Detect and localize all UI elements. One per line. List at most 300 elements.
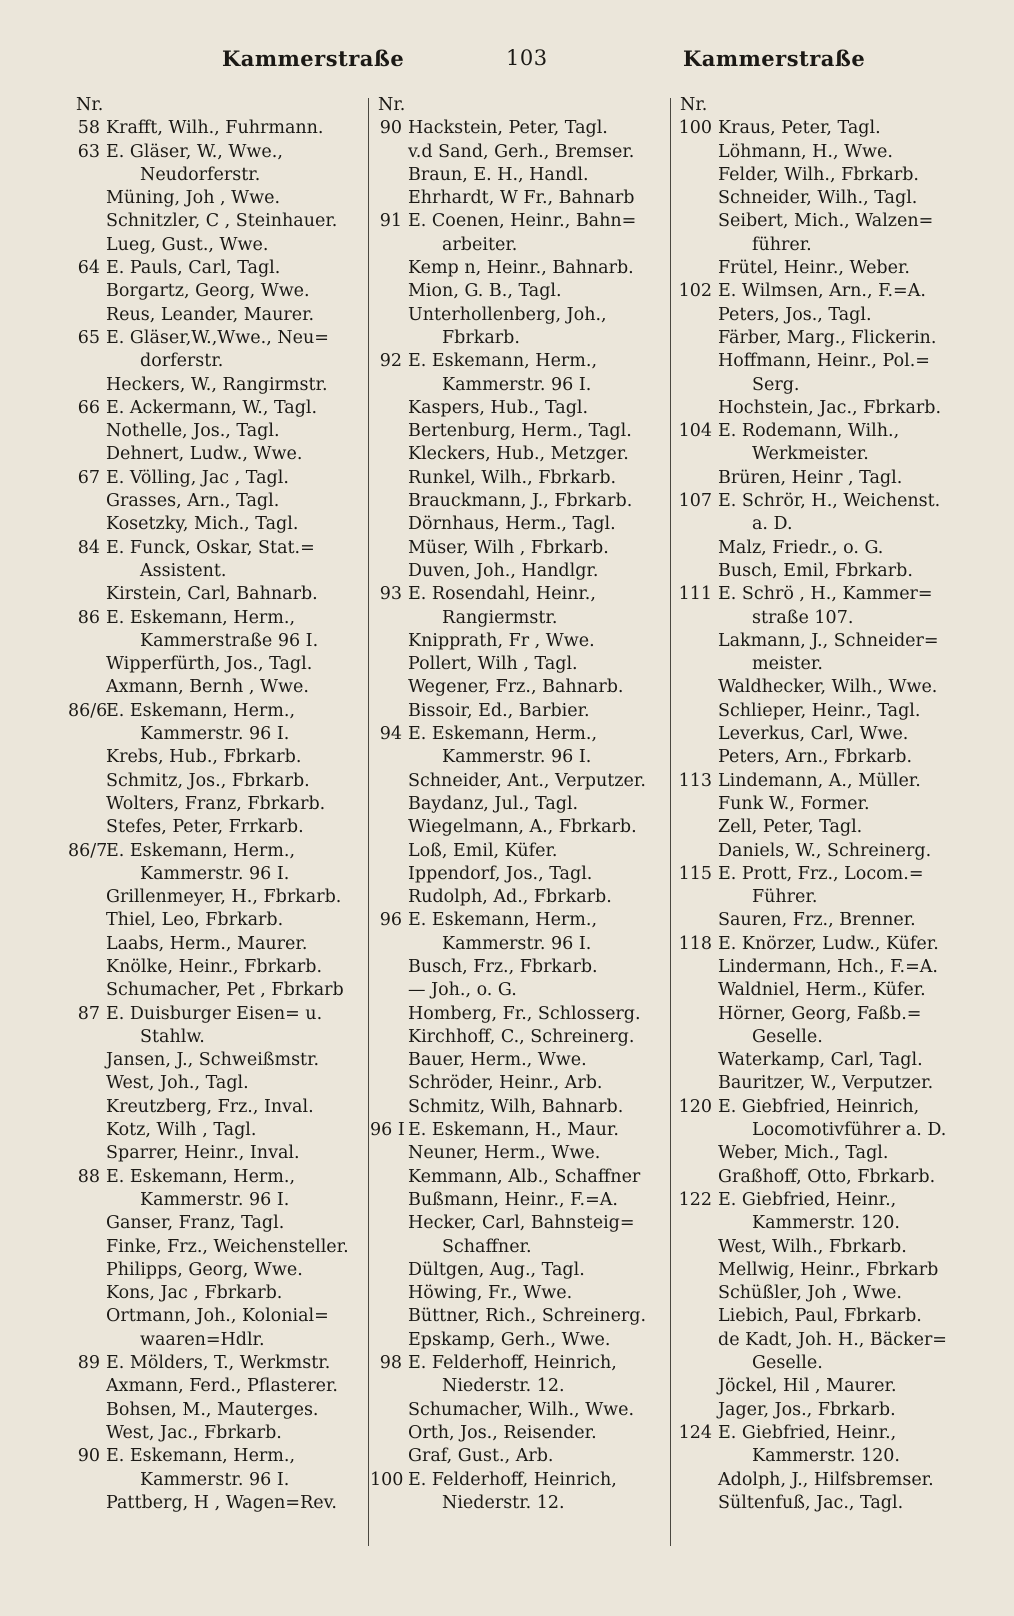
- entry-continuation: dorferstr.: [140, 351, 224, 372]
- entry-continuation: Neudorferstr.: [140, 164, 261, 185]
- resident-text: Sültenfuß, Jac., Tagl.: [718, 1492, 904, 1513]
- resident-text: Kemmann, Alb., Schaffner: [408, 1166, 641, 1187]
- resident-text: Orth, Jos., Reisender.: [408, 1422, 597, 1443]
- directory-entry: [370, 513, 662, 536]
- directory-entry: [370, 1305, 662, 1328]
- directory-entry: [68, 1166, 360, 1189]
- directory-entry: [68, 1049, 360, 1072]
- directory-entry: [370, 1003, 662, 1026]
- directory-entry: [68, 210, 360, 233]
- entry-continuation: Geselle.: [752, 1026, 823, 1047]
- resident-text: Jöckel, Hil , Maurer.: [718, 1376, 897, 1397]
- house-number: 67: [77, 467, 100, 488]
- house-number: 107: [678, 491, 712, 512]
- directory-entry: [672, 1422, 972, 1445]
- resident-text: Brüren, Heinr , Tagl.: [718, 467, 903, 488]
- directory-entry: [672, 560, 972, 583]
- directory-entry: [672, 537, 972, 560]
- directory-entry: [370, 187, 662, 210]
- resident-text: Waldniel, Herm., Küfer.: [718, 980, 926, 1001]
- resident-text: E. Schrö , H., Kammer=: [718, 584, 933, 605]
- house-number: 115: [678, 863, 712, 884]
- entry-continuation: Kammerstr. 96 I.: [140, 724, 290, 745]
- resident-text: Jansen, J., Schweißmstr.: [106, 1050, 320, 1071]
- resident-text: E. Giebfried, Heinr.,: [718, 1189, 897, 1210]
- resident-text: Peters, Arn., Fbrkarb.: [718, 747, 913, 768]
- directory-entry: [672, 630, 972, 653]
- directory-entry: [672, 467, 972, 490]
- house-number: 124: [678, 1422, 712, 1443]
- directory-entry: [370, 886, 662, 909]
- resident-text: Busch, Emil, Fbrkarb.: [718, 560, 913, 581]
- resident-text: E. Völling, Jac , Tagl.: [106, 467, 289, 488]
- column-3: [672, 94, 972, 1554]
- resident-text: Waterkamp, Carl, Tagl.: [718, 1050, 923, 1071]
- directory-entry: [370, 141, 662, 164]
- resident-text: Daniels, W., Schreinerg.: [718, 840, 932, 861]
- house-number: 89: [77, 1353, 100, 1374]
- entry-continuation: waaren=Hdlr.: [140, 1329, 265, 1350]
- column-divider: [368, 98, 369, 1546]
- directory-entry: [672, 327, 972, 350]
- directory-entry: [672, 1003, 972, 1026]
- resident-text: E. Ackermann, W., Tagl.: [106, 397, 318, 418]
- entry-continuation: Fbrkarb.: [442, 327, 520, 348]
- resident-text: Kons, Jac , Fbrkarb.: [106, 1283, 283, 1304]
- resident-text: Kraus, Peter, Tagl.: [718, 118, 881, 139]
- entry-continuation: meister.: [752, 654, 823, 675]
- resident-text: Wegener, Frz., Bahnarb.: [408, 677, 624, 698]
- resident-text: Kirchhoff, C., Schreinerg.: [408, 1026, 635, 1047]
- directory-entry: [370, 793, 662, 816]
- directory-entry: [672, 141, 972, 164]
- resident-text: Lakmann, J., Schneider=: [718, 630, 939, 651]
- resident-text: Reus, Leander, Maurer.: [106, 304, 315, 325]
- entry-continuation: Rangiermstr.: [442, 607, 558, 628]
- resident-text: Bauritzer, W., Verputzer.: [718, 1073, 934, 1094]
- directory-entry: [370, 1072, 662, 1095]
- resident-text: Hochstein, Jac., Fbrkarb.: [718, 397, 942, 418]
- resident-text: Schlieper, Heinr., Tagl.: [718, 700, 921, 721]
- house-number: 58: [77, 118, 100, 139]
- directory-entry: [672, 1189, 972, 1212]
- entry-continuation: führer.: [752, 234, 812, 255]
- directory-entry: [370, 537, 662, 560]
- directory-entry: [672, 1166, 972, 1189]
- resident-text: Kaspers, Hub., Tagl.: [408, 397, 589, 418]
- house-number: 86: [77, 607, 100, 628]
- directory-entry: [370, 1142, 662, 1165]
- resident-text: Ganser, Franz, Tagl.: [106, 1213, 285, 1234]
- directory-entry: [672, 956, 972, 979]
- resident-text: Dörnhaus, Herm., Tagl.: [408, 514, 616, 535]
- column-heading: Nr.: [680, 95, 708, 115]
- resident-text: Knipprath, Fr , Wwe.: [408, 630, 595, 651]
- resident-text: Wiegelmann, A., Fbrkarb.: [408, 817, 637, 838]
- column-divider: [670, 98, 671, 1546]
- directory-entry: [68, 1492, 360, 1515]
- directory-entry: [68, 1422, 360, 1445]
- resident-text: E. Knörzer, Ludw., Küfer.: [718, 933, 939, 954]
- resident-text: E. Eskemann, Herm.,: [408, 724, 598, 745]
- directory-entry: [68, 1119, 360, 1142]
- resident-text: Loß, Emil, Küfer.: [408, 840, 558, 861]
- resident-text: Kosetzky, Mich., Tagl.: [106, 514, 299, 535]
- resident-text: Felder, Wilh., Fbrkarb.: [718, 164, 919, 185]
- directory-entry: [68, 979, 360, 1002]
- header-street-left: Kammerstraße: [222, 46, 405, 71]
- house-number: 113: [678, 770, 712, 791]
- resident-text: Rudolph, Ad., Fbrkarb.: [408, 887, 612, 908]
- entry-continuation: straße 107.: [752, 607, 854, 628]
- resident-text: E. Wilmsen, Arn., F.=A.: [718, 281, 926, 302]
- directory-entry: [672, 1399, 972, 1422]
- resident-text: Sauren, Frz., Brenner.: [718, 910, 916, 931]
- directory-entry: [672, 397, 972, 420]
- directory-entry: [370, 280, 662, 303]
- house-number: 96 I: [370, 1120, 405, 1141]
- directory-entry: [672, 1049, 972, 1072]
- resident-text: E. Eskemann, Herm.,: [106, 840, 296, 861]
- directory-entry: [370, 210, 662, 233]
- directory-entry: [68, 513, 360, 536]
- directory-entry: [68, 1399, 360, 1422]
- resident-text: Schüßler, Joh , Wwe.: [718, 1283, 902, 1304]
- resident-text: Frütel, Heinr., Weber.: [718, 258, 910, 279]
- directory-entry: [672, 1259, 972, 1282]
- directory-entry: [370, 1026, 662, 1049]
- resident-text: Ehrhardt, W Fr., Bahnarb: [408, 188, 635, 209]
- resident-text: Müning, Joh , Wwe.: [106, 188, 281, 209]
- resident-text: Schnitzler, C , Steinhauer.: [106, 211, 338, 232]
- resident-text: Hoffmann, Heinr., Pol.=: [718, 351, 930, 372]
- directory-entry: [370, 350, 662, 373]
- directory-entry: [672, 583, 972, 606]
- resident-text: Grasses, Arn., Tagl.: [106, 491, 280, 512]
- resident-text: Weber, Mich., Tagl.: [718, 1143, 889, 1164]
- directory-entry: [370, 1329, 662, 1352]
- house-number: 104: [678, 421, 712, 442]
- resident-text: Bußmann, Heinr., F.=A.: [408, 1189, 618, 1210]
- column-heading: Nr.: [76, 95, 104, 115]
- resident-text: E. Eskemann, H., Maur.: [408, 1120, 619, 1141]
- directory-entry: [370, 816, 662, 839]
- resident-text: E. Eskemann, Herm.,: [408, 351, 598, 372]
- house-number: 102: [678, 281, 712, 302]
- resident-text: Kleckers, Hub., Metzger.: [408, 444, 629, 465]
- directory-entry: [672, 676, 972, 699]
- entry-continuation: Locomotivführer a. D.: [752, 1120, 947, 1141]
- directory-entry: [68, 583, 360, 606]
- directory-entry: [68, 886, 360, 909]
- directory-entry: [68, 467, 360, 490]
- house-number: 90: [379, 118, 402, 139]
- entry-continuation: Werkmeister.: [752, 444, 869, 465]
- directory-entry: [370, 1422, 662, 1445]
- house-number: 98: [379, 1353, 402, 1374]
- entry-continuation: Kammerstr. 96 I.: [140, 1469, 290, 1490]
- house-number: 87: [77, 1003, 100, 1024]
- resident-text: Pattberg, H , Wagen=Rev.: [106, 1492, 337, 1513]
- resident-text: E. Eskemann, Herm.,: [106, 1446, 296, 1467]
- resident-text: Mion, G. B., Tagl.: [408, 281, 562, 302]
- resident-text: Schneider, Wilh., Tagl.: [718, 188, 918, 209]
- directory-entry: [672, 979, 972, 1002]
- directory-entry: [68, 653, 360, 676]
- resident-text: Bohsen, M., Mauterges.: [106, 1399, 319, 1420]
- resident-text: Adolph, J., Hilfsbremser.: [718, 1469, 934, 1490]
- resident-text: E. Gläser,W.,Wwe., Neu=: [106, 327, 329, 348]
- entry-continuation: Stahlw.: [140, 1026, 205, 1047]
- house-number: 88: [77, 1166, 100, 1187]
- directory-entry: [68, 420, 360, 443]
- directory-entry: [68, 1096, 360, 1119]
- directory-entry: [68, 117, 360, 140]
- resident-text: Schumacher, Wilh., Wwe.: [408, 1399, 635, 1420]
- resident-text: Funk W., Former.: [718, 793, 870, 814]
- house-number: 86/6: [68, 700, 108, 721]
- directory-entry: [68, 257, 360, 280]
- directory-entry: [370, 164, 662, 187]
- resident-text: Lindermann, Hch., F.=A.: [718, 956, 938, 977]
- directory-entry: [370, 1469, 662, 1492]
- directory-entry: [370, 117, 662, 140]
- resident-text: Axmann, Ferd., Pflasterer.: [106, 1376, 338, 1397]
- directory-entry: [370, 1445, 662, 1468]
- resident-text: Dehnert, Ludw., Wwe.: [106, 444, 303, 465]
- resident-text: Waldhecker, Wilh., Wwe.: [718, 677, 938, 698]
- resident-text: E. Giebfried, Heinr.,: [718, 1422, 897, 1443]
- resident-text: Kotz, Wilh , Tagl.: [106, 1120, 257, 1141]
- resident-text: Laabs, Herm., Maurer.: [106, 933, 308, 954]
- directory-entry: [672, 816, 972, 839]
- resident-text: Seibert, Mich., Walzen=: [718, 211, 934, 232]
- directory-entry: [68, 1142, 360, 1165]
- page-header: [0, 46, 1014, 80]
- directory-entry: [672, 1236, 972, 1259]
- resident-text: Büttner, Rich., Schreinerg.: [408, 1306, 647, 1327]
- directory-entry: [672, 1282, 972, 1305]
- directory-entry: [68, 840, 360, 863]
- entry-continuation: Kammerstr. 96 I.: [442, 374, 592, 395]
- directory-entry: [370, 1212, 662, 1235]
- directory-entry: [370, 1282, 662, 1305]
- directory-entry: [672, 933, 972, 956]
- house-number: 91: [379, 211, 402, 232]
- resident-text: Liebich, Paul, Fbrkarb.: [718, 1306, 922, 1327]
- resident-text: E. Eskemann, Herm.,: [408, 910, 598, 931]
- resident-text: Busch, Frz., Fbrkarb.: [408, 956, 598, 977]
- resident-text: Heckers, W., Rangirmstr.: [106, 374, 328, 395]
- directory-entry: [68, 490, 360, 513]
- house-number: 118: [678, 933, 712, 954]
- entry-continuation: Kammerstr. 96 I.: [140, 1189, 290, 1210]
- resident-text: Nothelle, Jos., Tagl.: [106, 421, 280, 442]
- resident-text: West, Jac., Fbrkarb.: [106, 1422, 282, 1443]
- directory-entry: [370, 863, 662, 886]
- directory-entry: [370, 653, 662, 676]
- resident-text: West, Joh., Tagl.: [106, 1073, 249, 1094]
- resident-text: Axmann, Bernh , Wwe.: [106, 677, 309, 698]
- house-number: 84: [77, 537, 100, 558]
- entry-continuation: Serg.: [752, 374, 800, 395]
- resident-text: E. Funck, Oskar, Stat.=: [106, 537, 315, 558]
- resident-text: E. Eskemann, Herm.,: [106, 700, 296, 721]
- resident-text: Mellwig, Heinr., Fbrkarb: [718, 1259, 939, 1280]
- entry-continuation: Geselle.: [752, 1353, 823, 1374]
- directory-entry: [68, 187, 360, 210]
- resident-text: Zell, Peter, Tagl.: [718, 817, 863, 838]
- resident-text: Lueg, Gust., Wwe.: [106, 234, 269, 255]
- directory-entry: [672, 1072, 972, 1095]
- entry-continuation: Kammerstr. 96 I.: [442, 747, 592, 768]
- directory-entry: [68, 793, 360, 816]
- resident-text: E. Felderhoff, Heinrich,: [408, 1469, 617, 1490]
- entry-continuation: Niederstr. 12.: [442, 1376, 565, 1397]
- resident-text: Krebs, Hub., Fbrkarb.: [106, 747, 302, 768]
- directory-entry: [672, 164, 972, 187]
- entry-continuation: Kammerstraße 96 I.: [140, 630, 319, 651]
- resident-text: E. Felderhoff, Heinrich,: [408, 1353, 617, 1374]
- directory-entry: [68, 1259, 360, 1282]
- resident-text: Kirstein, Carl, Bahnarb.: [106, 584, 318, 605]
- directory-entry: [672, 770, 972, 793]
- resident-text: Pollert, Wilh , Tagl.: [408, 654, 578, 675]
- house-number: 94: [379, 724, 402, 745]
- resident-text: Epskamp, Gerh., Wwe.: [408, 1329, 611, 1350]
- directory-entry: [68, 1236, 360, 1259]
- directory-entry: [370, 1259, 662, 1282]
- resident-text: Schneider, Ant., Verputzer.: [408, 770, 646, 791]
- entry-continuation: Führer.: [752, 887, 818, 908]
- resident-text: E. Eskemann, Herm.,: [106, 607, 296, 628]
- resident-text: Graßhoff, Otto, Fbrkarb.: [718, 1166, 936, 1187]
- resident-text: — Joh., o. G.: [408, 980, 517, 1001]
- directory-entry: [672, 700, 972, 723]
- directory-entry: [672, 187, 972, 210]
- house-number: 93: [379, 584, 402, 605]
- house-number: 122: [678, 1189, 712, 1210]
- house-number: 111: [678, 584, 712, 605]
- resident-text: v.d Sand, Gerh., Bremser.: [408, 141, 635, 162]
- resident-text: E. Eskemann, Herm.,: [106, 1166, 296, 1187]
- directory-entry: [672, 117, 972, 140]
- resident-text: Kreutzberg, Frz., Inval.: [106, 1096, 314, 1117]
- directory-entry: [672, 1305, 972, 1328]
- directory-entry: [68, 280, 360, 303]
- directory-entry: [370, 956, 662, 979]
- house-number: 64: [77, 258, 100, 279]
- resident-text: Ortmann, Joh., Kolonial=: [106, 1306, 329, 1327]
- directory-entry: [68, 1375, 360, 1398]
- house-number: 90: [77, 1446, 100, 1467]
- resident-text: Finke, Frz., Weichensteller.: [106, 1236, 349, 1257]
- resident-text: Ippendorf, Jos., Tagl.: [408, 863, 593, 884]
- house-number: 96: [379, 910, 402, 931]
- directory-entry: [68, 1212, 360, 1235]
- directory-entry: [370, 1096, 662, 1119]
- directory-entry: [672, 420, 972, 443]
- directory-entry: [672, 210, 972, 233]
- directory-entry: [370, 723, 662, 746]
- resident-text: Malz, Friedr., o. G.: [718, 537, 884, 558]
- resident-text: Duven, Joh., Handlgr.: [408, 560, 599, 581]
- directory-entry: [68, 700, 360, 723]
- directory-entry: [68, 816, 360, 839]
- resident-text: Neuner, Herm., Wwe.: [408, 1143, 601, 1164]
- directory-entry: [672, 350, 972, 373]
- directory-entry: [370, 304, 662, 327]
- directory-entry: [370, 583, 662, 606]
- directory-entry: [370, 979, 662, 1002]
- entry-continuation: arbeiter.: [442, 234, 518, 255]
- resident-text: E. Schrör, H., Weichenst.: [718, 491, 941, 512]
- directory-entry: [672, 746, 972, 769]
- resident-text: Kemp n, Heinr., Bahnarb.: [408, 258, 634, 279]
- directory-entry: [68, 537, 360, 560]
- resident-text: Brauckmann, J., Fbrkarb.: [408, 491, 633, 512]
- resident-text: Baydanz, Jul., Tagl.: [408, 793, 579, 814]
- directory-entry: [672, 723, 972, 746]
- house-number: 65: [77, 327, 100, 348]
- resident-text: Leverkus, Carl, Wwe.: [718, 724, 909, 745]
- house-number: 120: [678, 1096, 712, 1117]
- entry-continuation: Assistent.: [140, 560, 227, 581]
- resident-text: E. Rosendahl, Heinr.,: [408, 584, 596, 605]
- resident-text: Schmitz, Jos., Fbrkarb.: [106, 770, 310, 791]
- column-heading: Nr.: [378, 95, 406, 115]
- resident-text: Bauer, Herm., Wwe.: [408, 1050, 587, 1071]
- directory-entry: [68, 374, 360, 397]
- page-number: 103: [506, 46, 548, 70]
- resident-text: Wolters, Franz, Fbrkarb.: [106, 793, 326, 814]
- resident-text: Peters, Jos., Tagl.: [718, 304, 872, 325]
- resident-text: Dültgen, Aug., Tagl.: [408, 1259, 585, 1280]
- directory-entry: [672, 490, 972, 513]
- resident-text: Höwing, Fr., Wwe.: [408, 1283, 573, 1304]
- resident-text: Runkel, Wilh., Fbrkarb.: [408, 467, 617, 488]
- entry-continuation: Kammerstr. 96 I.: [442, 933, 592, 954]
- directory-entry: [370, 1119, 662, 1142]
- resident-text: Hörner, Georg, Faßb.=: [718, 1003, 922, 1024]
- directory-entry: [68, 234, 360, 257]
- directory-entry: [672, 840, 972, 863]
- entry-continuation: Niederstr. 12.: [442, 1492, 565, 1513]
- directory-entry: [672, 863, 972, 886]
- directory-entry: [370, 397, 662, 420]
- directory-entry: [68, 1445, 360, 1468]
- resident-text: Lindemann, A., Müller.: [718, 770, 921, 791]
- resident-text: Unterhollenberg, Joh.,: [408, 304, 607, 325]
- entry-continuation: Kammerstr. 120.: [752, 1213, 900, 1234]
- resident-text: Borgartz, Georg, Wwe.: [106, 281, 310, 302]
- directory-entry: [370, 420, 662, 443]
- resident-text: Schröder, Heinr., Arb.: [408, 1073, 603, 1094]
- directory-entry: [68, 327, 360, 350]
- directory-entry: [672, 1492, 972, 1515]
- resident-text: Löhmann, H., Wwe.: [718, 141, 893, 162]
- directory-entry: [68, 1282, 360, 1305]
- resident-text: E. Prott, Frz., Locom.=: [718, 863, 924, 884]
- resident-text: E. Pauls, Carl, Tagl.: [106, 258, 281, 279]
- resident-text: Hackstein, Peter, Tagl.: [408, 118, 608, 139]
- directory-entry: [68, 770, 360, 793]
- resident-text: Müser, Wilh , Fbrkarb.: [408, 537, 609, 558]
- directory-entry: [672, 1469, 972, 1492]
- directory-entry: [370, 1352, 662, 1375]
- directory-entry: [370, 257, 662, 280]
- entry-continuation: Schaffner.: [442, 1236, 532, 1257]
